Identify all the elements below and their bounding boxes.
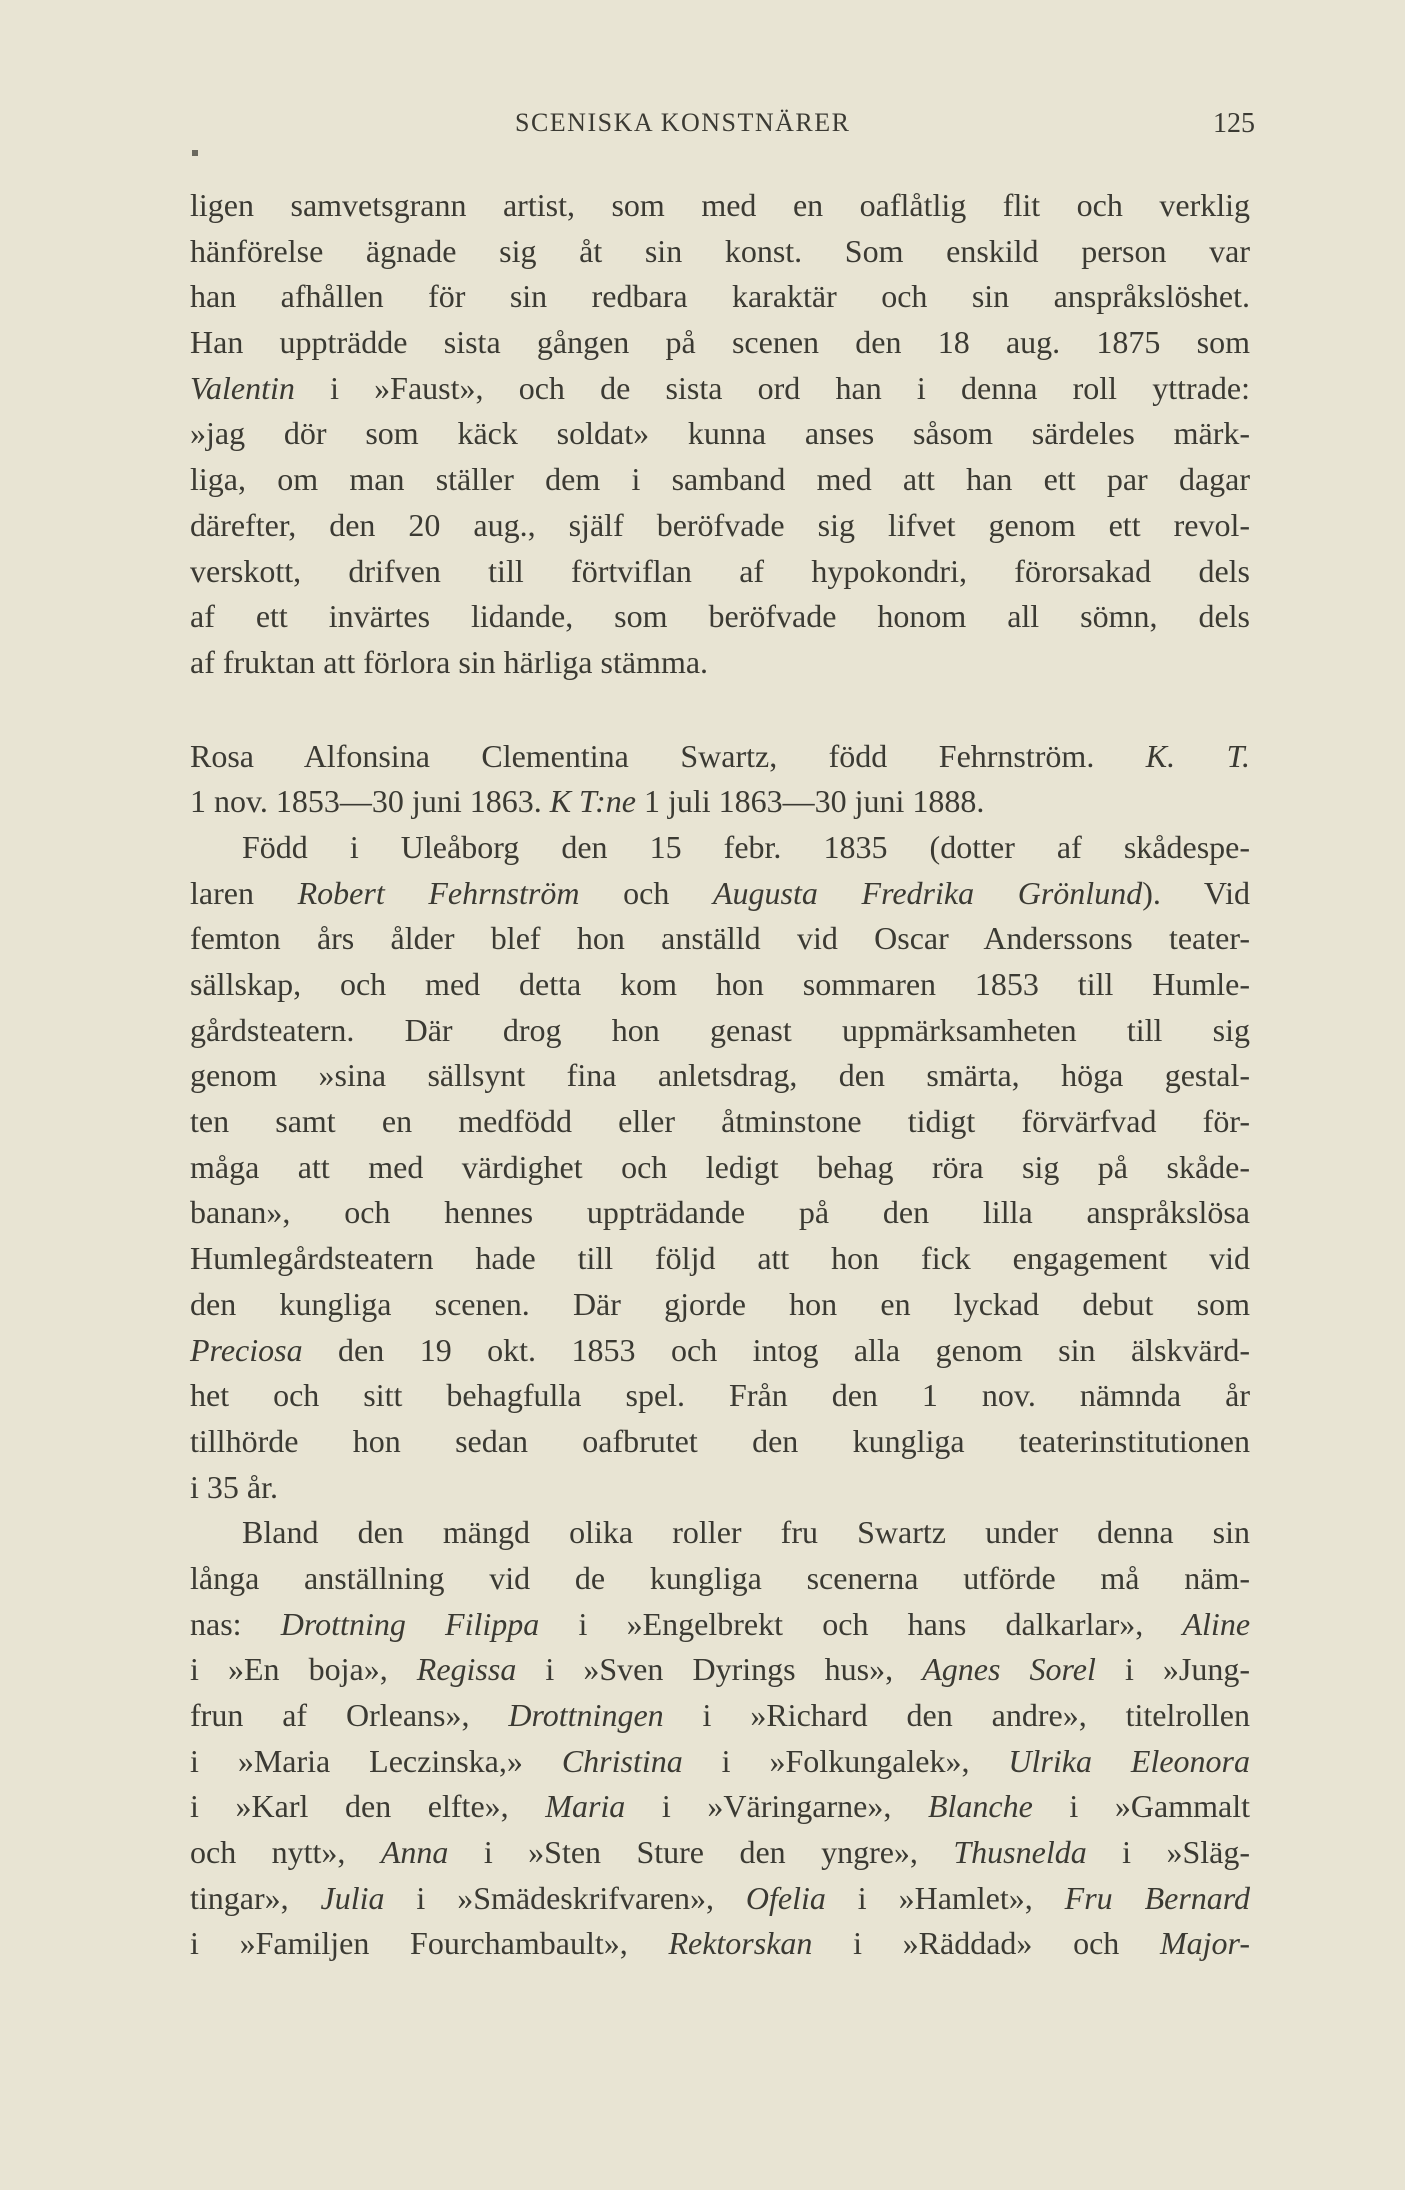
text-line: långa anställning vid de kungliga scenerna utförde må näm-: [190, 1559, 1250, 1596]
text-line: liga, om man ställer dem i samband med att han ett par dagar: [190, 461, 1250, 498]
print-mark: [192, 150, 198, 156]
text-line: i »En boja», Regissa i »Sven Dyrings hus», Agnes Sorel i »Jung-: [190, 1651, 1251, 1688]
text-line: måga att med värdighet och ledigt behag röra sig på skåde-: [190, 1148, 1250, 1185]
text-line: nas: Drottning Filippa i »Engelbrekt och hans dalkarlar», Aline: [190, 1605, 1251, 1642]
text-line: Preciosa den 19 okt. 1853 och intog alla genom sin älskvärd-: [190, 1331, 1250, 1368]
running-title: SCENISKA KONSTNÄRER: [515, 108, 851, 137]
entry-dates-line: 1 nov. 1853—30 juni 1863. K T:ne 1 juli 1863—30 juni 1888.: [190, 783, 985, 820]
text-line: het och sitt behagfulla spel. Från den 1 nov. nämnda år: [190, 1377, 1250, 1414]
text-line: »jag dör som käck soldat» kunna anses såsom särdeles märk-: [190, 415, 1250, 452]
text-line: verskott, drifven till förtviflan af hypokondri, förorsakad dels: [190, 552, 1250, 589]
text-line: femton års ålder blef hon anställd vid Oscar Anderssons teater-: [190, 920, 1250, 957]
text-line: sällskap, och med detta kom hon sommaren 1853 till Humle-: [190, 966, 1250, 1002]
entry-name: Rosa Alfonsina Clementina Swartz, född Fehrnström.: [190, 737, 1095, 774]
text-line: i »Maria Leczinska,» Christina i »Folkungalek», Ulrika Eleonora: [190, 1742, 1250, 1779]
page-header: [515, 108, 1255, 156]
text-line: och nytt», Anna i »Sten Sture den yngre», Thusnelda i »Släg-: [190, 1834, 1250, 1871]
text-line: genom »sina sällsynt fina anletsdrag, den smärta, höga gestal-: [190, 1057, 1250, 1094]
text-line: gårdsteatern. Där drog hon genast uppmärksamheten till sig: [190, 1011, 1250, 1048]
page-number: 125: [1213, 108, 1255, 139]
entry-heading: [190, 734, 1250, 825]
paragraph-roles: [190, 1510, 1250, 1967]
text-line: banan», och hennes uppträdande på den lilla anspråkslösa: [190, 1194, 1250, 1231]
text-line: i »Karl den elfte», Maria i »Väringarne», Blanche i »Gammalt: [190, 1788, 1251, 1825]
body-text: [190, 183, 1250, 1967]
text-line: af ett invärtes lidande, som beröfvade honom all sömn, dels: [190, 598, 1250, 635]
text-line: Humlegårdsteatern hade till följd att hon fick engagement vid: [190, 1240, 1250, 1277]
text-line: hänförelse ägnade sig åt sin konst. Som enskild person var: [190, 232, 1250, 269]
text-line: Valentin i »Faust», och de sista ord han i denna roll yttrade:: [190, 369, 1250, 406]
text-line: tillhörde hon sedan oafbrutet den kungliga teaterinstitutionen: [190, 1422, 1250, 1459]
text-line: Han uppträdde sista gången på scenen den 18 aug. 1875 som: [190, 324, 1250, 361]
text-line: ligen samvetsgrann artist, som med en oaflåtlig flit och verklig: [190, 187, 1250, 223]
text-line: frun af Orleans», Drottningen i »Richard den andre», titelrollen: [190, 1697, 1251, 1733]
text-line: tingar», Julia i »Smädeskrifvaren», Ofelia i »Hamlet», Fru Bernard: [190, 1879, 1251, 1916]
text-line: han afhållen för sin redbara karaktär och sin anspråkslöshet.: [190, 278, 1250, 315]
role-name: Valentin: [190, 369, 295, 406]
text-line: i »Familjen Fourchambault», Rektorskan i »Räddad» och Major-: [190, 1925, 1251, 1962]
text-line: i 35 år.: [190, 1468, 278, 1505]
paragraph-biography: [190, 825, 1250, 1510]
entry-title: K. T.: [1145, 737, 1251, 774]
text-line: den kungliga scenen. Där gjorde hon en lyckad debut som: [190, 1285, 1250, 1322]
paragraph-continuation: [190, 183, 1250, 686]
entry-name-line: [190, 734, 1250, 780]
text-line: af fruktan att förlora sin härliga stämma.: [190, 643, 709, 680]
text-line: Bland den mängd olika roller fru Swartz under denna sin: [242, 1514, 1250, 1551]
text-line: därefter, den 20 aug., själf beröfvade sig lifvet genom ett revol-: [190, 506, 1250, 543]
text-line: Född i Uleåborg den 15 febr. 1835 (dotter af skådespe-: [242, 828, 1250, 865]
text-line: ten samt en medfödd eller åtminstone tidigt förvärfvad för-: [190, 1103, 1250, 1140]
text-line: laren Robert Fehrnström och Augusta Fredrika Grönlund). Vid: [190, 874, 1251, 911]
